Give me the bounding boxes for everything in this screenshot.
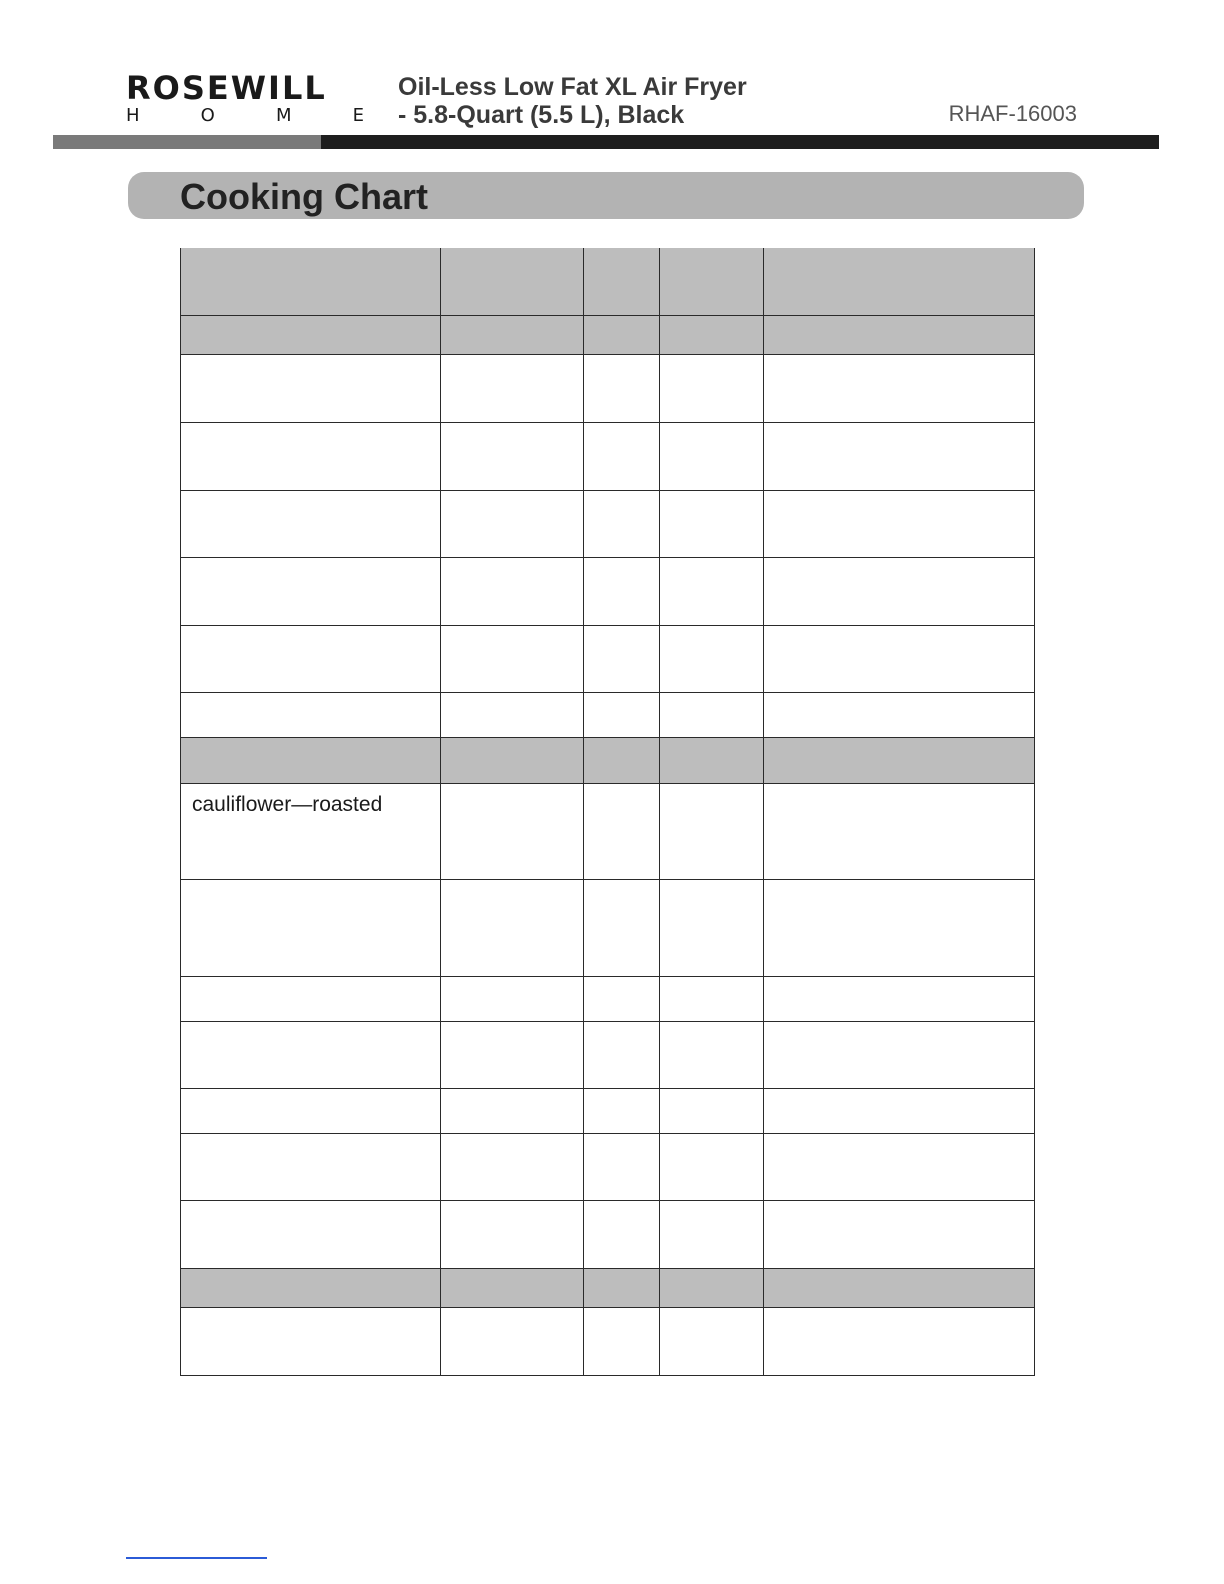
section-banner — [128, 172, 1084, 219]
header-cell-time — [660, 248, 764, 315]
notes-cell — [764, 879, 1035, 976]
time-cell — [660, 1021, 764, 1088]
temperature-cell — [584, 1307, 660, 1375]
temperature-cell — [584, 783, 660, 879]
food-label: cauliflower—roasted — [192, 792, 383, 816]
category-row — [181, 315, 1035, 354]
category-cell — [660, 737, 764, 783]
food-cell — [181, 976, 441, 1021]
amount-cell — [441, 976, 584, 1021]
product-title-line1: Oil-Less Low Fat XL Air Fryer — [398, 73, 747, 101]
brand-sub-letter: O — [200, 105, 215, 126]
table-row — [181, 1021, 1035, 1088]
amount-cell — [441, 1088, 584, 1133]
notes-cell — [764, 1021, 1035, 1088]
header-divider — [53, 135, 1159, 149]
category-cell — [584, 737, 660, 783]
category-cell — [584, 1268, 660, 1307]
brand-name: ROSEWILL — [126, 69, 327, 107]
table-row — [181, 354, 1035, 422]
temperature-cell — [584, 879, 660, 976]
category-cell — [660, 315, 764, 354]
temperature-cell — [584, 557, 660, 625]
table-row — [181, 783, 1035, 879]
notes-cell — [764, 1200, 1035, 1268]
category-cell — [181, 315, 441, 354]
notes-cell — [764, 1133, 1035, 1200]
food-cell — [181, 490, 441, 557]
time-cell — [660, 625, 764, 692]
table-row — [181, 1133, 1035, 1200]
temperature-cell — [584, 625, 660, 692]
temperature-cell — [584, 1133, 660, 1200]
notes-cell — [764, 354, 1035, 422]
food-cell — [181, 625, 441, 692]
time-cell — [660, 1133, 764, 1200]
table-row — [181, 490, 1035, 557]
notes-cell — [764, 1088, 1035, 1133]
time-cell — [660, 422, 764, 490]
food-cell — [181, 1088, 441, 1133]
table-row — [181, 1307, 1035, 1375]
notes-cell — [764, 557, 1035, 625]
temperature-cell — [584, 1021, 660, 1088]
time-cell — [660, 354, 764, 422]
amount-cell — [441, 490, 584, 557]
notes-cell — [764, 1307, 1035, 1375]
brand-sub-letter: H — [126, 105, 140, 126]
food-cell — [181, 422, 441, 490]
temperature-cell — [584, 1088, 660, 1133]
brand-subtitle — [126, 106, 364, 126]
table-row — [181, 976, 1035, 1021]
temperature-cell — [584, 490, 660, 557]
amount-cell — [441, 783, 584, 879]
header-cell-food — [181, 248, 441, 315]
amount-cell — [441, 1133, 584, 1200]
header-cell-notes — [764, 248, 1035, 315]
header-divider-light — [53, 135, 321, 149]
food-cell — [181, 879, 441, 976]
time-cell — [660, 1307, 764, 1375]
table-row — [181, 879, 1035, 976]
food-cell — [181, 1021, 441, 1088]
category-cell — [181, 737, 441, 783]
model-number: RHAF-16003 — [948, 101, 1077, 126]
amount-cell — [441, 692, 584, 737]
header-cell-temperature — [584, 248, 660, 315]
amount-cell — [441, 625, 584, 692]
category-cell — [181, 1268, 441, 1307]
food-cell — [181, 354, 441, 422]
temperature-cell — [584, 1200, 660, 1268]
category-cell — [441, 737, 584, 783]
table-row — [181, 692, 1035, 737]
temperature-cell — [584, 692, 660, 737]
table-header-row — [181, 248, 1035, 315]
category-cell — [764, 1268, 1035, 1307]
notes-cell — [764, 625, 1035, 692]
amount-cell — [441, 1021, 584, 1088]
amount-cell — [441, 1200, 584, 1268]
food-cell — [181, 557, 441, 625]
amount-cell — [441, 1307, 584, 1375]
category-cell — [764, 315, 1035, 354]
notes-cell — [764, 783, 1035, 879]
time-cell — [660, 557, 764, 625]
notes-cell — [764, 976, 1035, 1021]
amount-cell — [441, 354, 584, 422]
amount-cell — [441, 557, 584, 625]
table-row — [181, 1200, 1035, 1268]
cooking-chart-table — [180, 248, 1035, 1376]
brand-sub-letter: E — [352, 105, 364, 126]
food-cell — [181, 1307, 441, 1375]
food-cell — [181, 1133, 441, 1200]
time-cell — [660, 783, 764, 879]
category-cell — [764, 737, 1035, 783]
amount-cell — [441, 422, 584, 490]
time-cell — [660, 1200, 764, 1268]
temperature-cell — [584, 976, 660, 1021]
food-cell — [181, 1200, 441, 1268]
table-row — [181, 625, 1035, 692]
category-cell — [660, 1268, 764, 1307]
brand-logo — [126, 70, 366, 126]
product-title — [398, 73, 747, 129]
brand-sub-letter: M — [275, 105, 292, 126]
amount-cell — [441, 879, 584, 976]
temperature-cell — [584, 354, 660, 422]
time-cell — [660, 692, 764, 737]
table-row — [181, 1088, 1035, 1133]
time-cell — [660, 1088, 764, 1133]
category-row — [181, 737, 1035, 783]
category-cell — [584, 315, 660, 354]
food-cell — [181, 692, 441, 737]
food-cell — [181, 783, 441, 879]
temperature-cell — [584, 422, 660, 490]
header-cell-amount — [441, 248, 584, 315]
category-cell — [441, 1268, 584, 1307]
notes-cell — [764, 692, 1035, 737]
notes-cell — [764, 422, 1035, 490]
footer-link[interactable] — [126, 1557, 267, 1559]
time-cell — [660, 976, 764, 1021]
table-row — [181, 557, 1035, 625]
notes-cell — [764, 490, 1035, 557]
header-divider-dark — [321, 135, 1159, 149]
time-cell — [660, 879, 764, 976]
product-title-line2: - 5.8-Quart (5.5 L), Black — [398, 101, 685, 129]
section-title: Cooking Chart — [180, 176, 428, 217]
category-row — [181, 1268, 1035, 1307]
table-row — [181, 422, 1035, 490]
time-cell — [660, 490, 764, 557]
category-cell — [441, 315, 584, 354]
